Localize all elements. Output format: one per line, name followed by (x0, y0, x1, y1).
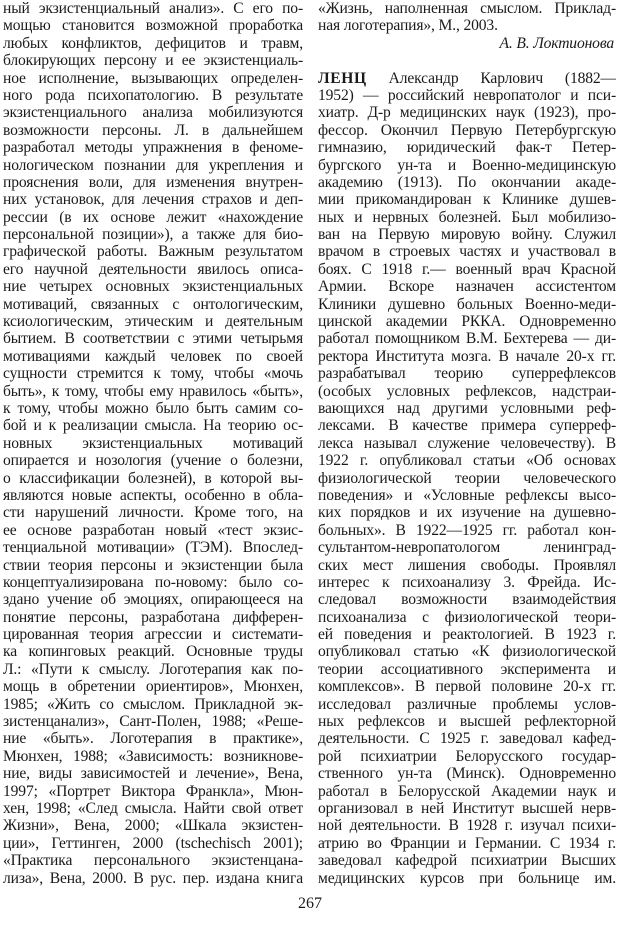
text-line: следовал возможности взаимодействия (318, 591, 616, 609)
text-line: фессор. Окончил Первую Петербургскую (318, 121, 616, 139)
text-line: академию (1913). По окончании акаде- (318, 173, 616, 191)
text-line: заведовал кафедрой психиатрии Высших (318, 852, 616, 870)
text-line: психоанализа с физиологической теори- (318, 608, 616, 626)
text-line: новных экзистенциальных мотиваций (3, 434, 303, 452)
text-line: теории ассоциативного эксперимента и (318, 660, 616, 678)
text-line: Армии. Вскоре назначен ассистентом (318, 278, 616, 296)
text-line: медицинских курсов при больнице им. (318, 869, 616, 887)
text-line: атрию во Франции и Германии. С 1934 г. (318, 834, 616, 852)
text-line: рессии (в их основе лежит «нахождение (3, 208, 303, 226)
text-line: понятие персоны, разработана дифферен- (3, 608, 303, 626)
text-line: «Практика персонального экзистенцана- (3, 852, 303, 870)
text-line: ного рода психопатологию. В результате (3, 86, 303, 104)
text-line: ких порядков и их изучение на душевно- (318, 504, 616, 522)
text-line: врачом в строевых частях и участвовал в (318, 243, 616, 261)
text-line: мотивациями каждый человек по своей (3, 347, 303, 365)
text-line: ственного ун-та (Минск). Одновременно (318, 765, 616, 783)
text-line: ка копинговых реакций. Основные труды (3, 643, 303, 661)
right-column (318, 0, 616, 887)
text-line: ей поведения и реактологией. В 1923 г. (318, 626, 616, 644)
text-line: быть», к тому, чтобы ему нравилось «быть», (3, 382, 303, 400)
text-line: «Жизнь, наполненная смыслом. Приклад- (318, 0, 616, 17)
text-line: ных рефлексов и высшей рефлекторной (318, 713, 616, 731)
text-line: (особых условных рефлексов, надстраи- (318, 382, 616, 400)
text-line: ван на Первую мировую войну. Служил (318, 226, 616, 244)
text-line: являются новые аспекты, особенно в обла- (3, 486, 303, 504)
text-line: ной деятельности. В 1928 г. изучал психи- (318, 817, 616, 835)
text-line: ние, виды зависимостей и лечение», Вена, (3, 765, 303, 783)
page-number: 267 (298, 895, 322, 912)
text-line: поведения» и «Условные рефлексы высо- (318, 486, 616, 504)
text-line: 1922 г. опубликовал статьи «Об основах (318, 452, 616, 470)
text-line: ее основе разработан новый «тест экзис- (3, 521, 303, 539)
text-line: рой психиатрии Белорусского государ- (318, 747, 616, 765)
text-line: блокирующих персону и ее экзистенциаль- (3, 52, 303, 70)
text-line: графической работы. Важным результатом (3, 243, 303, 261)
text-line: работал в Белорусской Академии наук и (318, 782, 616, 800)
text-line: ние четырех основных экзистенциальных (3, 278, 303, 296)
text-line: цированная теория агрессии и системати- (3, 626, 303, 644)
text-line: Жизни», Вена, 2000; «Шкала экзистен- (3, 817, 303, 835)
text-line: работал помощником В.М. Бехтерева — ди- (318, 330, 616, 348)
text-line: сультантом-невропатологом ленинград- (318, 539, 616, 557)
left-column (3, 0, 303, 887)
text-line: нологическом познании для укрепления и (3, 156, 303, 174)
text-line: 1997; «Портрет Виктора Франкла», Мюн- (3, 782, 303, 800)
text-line: бой и к реализации смысла. На теорию ос- (3, 417, 303, 435)
text-line: ксиологическим, этическим и деятельным (3, 313, 303, 331)
text-line: о классификации болезней), в которой вы- (3, 469, 303, 487)
text-line: организовал в ней Институт высшей нерв- (318, 799, 616, 817)
text-line: интерес к психоанализу 3. Фрейда. Ис- (318, 573, 616, 591)
text-line: к тому, чтобы можно было быть самим со- (3, 399, 303, 417)
text-line: ских мест лишения свободы. Проявлял (318, 556, 616, 574)
text-line: комплексов». В первой половине 20-х гг. (318, 678, 616, 696)
entry-headword: ЛЕНЦ (318, 69, 367, 87)
entry-first-line-text: Александр Карлович (1882— (366, 69, 616, 87)
text-line: гимназию, юридический фак-т Петер- (318, 139, 616, 157)
text-line: ние «быть». Логотерапия в практике», (3, 730, 303, 748)
text-line: персональной позиции»), а также для био- (3, 226, 303, 244)
text-line: хен, 1998; «След смысла. Найти свой ответ (3, 799, 303, 817)
text-line: разработал методы упражнения в феноме- (3, 139, 303, 157)
text-line: ная логотерапия», М., 2003. (318, 17, 498, 35)
text-line: возможности персоны. Л. в дальнейшем (3, 121, 303, 139)
text-line: боях. С 1918 г.— военный врач Красной (318, 260, 616, 278)
text-line: сти нарушений личности. Кроме того, на (3, 504, 303, 522)
text-line: мотиваций, связанных с онтологическим, (3, 295, 303, 313)
text-line: прояснения воли, для изменения внутрен- (3, 173, 303, 191)
text-line: бургского ун-та и Военно-медицинскую (318, 156, 616, 174)
text-line: лиза», Вена, 2000. В рус. пер. издана книга (3, 869, 303, 887)
text-line: лекса называл служение человечеству). В (318, 434, 616, 452)
text-line: больных». В 1922—1925 гг. работал кон- (318, 521, 616, 539)
text-line: его научной деятельности явилось описа- (3, 260, 303, 278)
text-line: бытием. В соответствии с этими четырьмя (3, 330, 303, 348)
text-line: опирается и нозология (учение о болезни, (3, 452, 303, 470)
entry-first-line (318, 70, 616, 87)
text-line: ствии теория персоны и экзистенции была (3, 556, 303, 574)
text-line: здано учение об эмоциях, опирающееся на (3, 591, 303, 609)
entry-separator (318, 52, 616, 69)
text-line: них установок, для лечения страхов и деп- (3, 191, 303, 209)
text-line: мии прикомандирован к Клинике душев- (318, 191, 616, 209)
text-line: опубликовал статью «К физиологической (318, 643, 616, 661)
text-line: зистенцанализ», Сант-Полен, 1988; «Реше- (3, 713, 303, 731)
text-line: Мюнхен, 1988; «Зависимость: возникнове- (3, 747, 303, 765)
article-author: А. В. Локтионова (499, 34, 614, 52)
text-line: мощью становится возможной проработка (3, 17, 303, 35)
text-line: любых конфликтов, дефицитов и травм, (3, 34, 303, 52)
text-line: хиатр. Д-р медицинских наук (1923), про- (318, 104, 616, 122)
text-line: 1985; «Жить со смыслом. Прикладной эк- (3, 695, 303, 713)
text-line: ный экзистенциальный анализ». С его по- (3, 0, 303, 17)
text-line: ное исполнение, вызывающих определен- (3, 69, 303, 87)
text-line: цинской академии РККА. Одновременно (318, 313, 616, 331)
text-line: ных и нервных болезней. Был мобилизо- (318, 208, 616, 226)
text-line: ции», Геттинген, 2000 (tschechisch 2001); (3, 834, 303, 852)
text-line: разрабатывал теорию суперрефлексов (318, 365, 616, 383)
text-line: 1952) — российский невропатолог и пси- (318, 86, 616, 104)
entry-body (318, 87, 616, 887)
text-line: экзистенциального анализа мобилизуются (3, 104, 303, 122)
text-line: вающихся над другими условными реф- (318, 399, 616, 417)
text-line: лексами. В качестве примера суперреф- (318, 417, 616, 435)
text-line: сущности стремится к тому, чтобы «мочь (3, 365, 303, 383)
text-line: физиологической теории человеческого (318, 469, 616, 487)
text-line: Клиники душевно больных Военно-меди- (318, 295, 616, 313)
text-line: деятельности. С 1925 г. заведовал кафед- (318, 730, 616, 748)
text-line: Л.: «Пути к смыслу. Логотерапия как по- (3, 660, 303, 678)
text-line: исследовал различные проблемы услов- (318, 695, 616, 713)
text-line: ректора Института мозга. В начале 20-х гг. (318, 347, 616, 365)
text-line: мощь в обретении ориентиров», Мюнхен, (3, 678, 303, 696)
text-line: концептуализирована по-новому: было со- (3, 573, 303, 591)
text-line: тенциальной мотивации» (ТЭМ). Впослед- (3, 539, 303, 557)
